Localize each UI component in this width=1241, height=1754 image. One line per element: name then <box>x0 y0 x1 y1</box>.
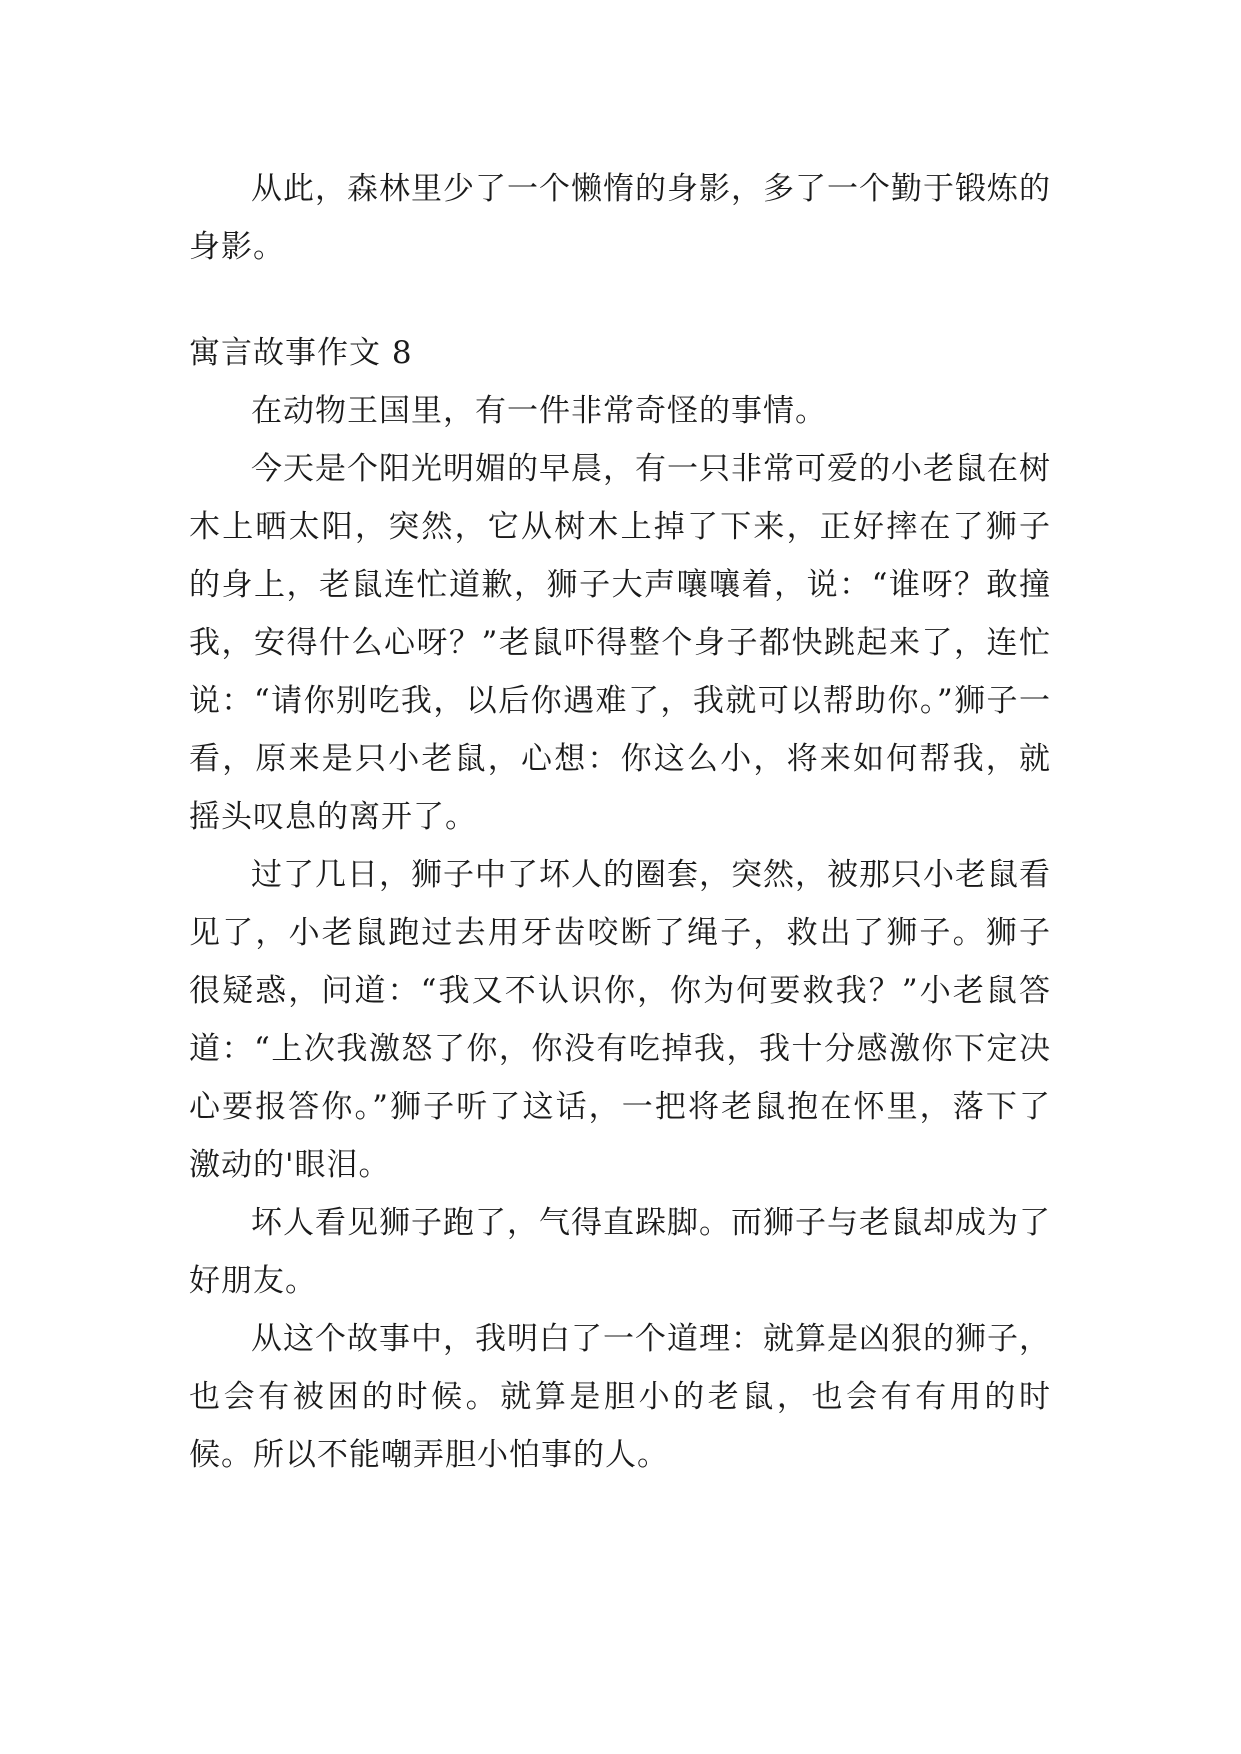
document-body <box>189 160 1051 1484</box>
paragraph-1: 在动物王国里，有一件非常奇怪的事情。 <box>251 393 827 429</box>
section-title: 寓言故事作文 8 <box>189 335 413 371</box>
paragraph-2: 今天是个阳光明媚的早晨，有一只非常可爱的小老鼠在树木上晒太阳，突然，它从树木上掉了下来，正好摔在了狮子的身上，老鼠连忙道歉，狮子大声嚷嚷着，说：“谁呀？敢撞我，安得什么心呀？”老鼠吓得整个身子都快跳起来了，连忙说：“请你别吃我，以后你遇难了，我就可以帮助你。”狮子一看，原来是只小老鼠，心想：你这么小，将来如何帮我，就摇头叹息的离开了。 <box>189 451 1051 835</box>
paragraph-5: 从这个故事中，我明白了一个道理：就算是凶狠的狮子，也会有被困的时候。就算是胆小的老鼠，也会有有用的时候。所以不能嘲弄胆小怕事的人。 <box>189 1321 1051 1473</box>
paragraph-4: 坏人看见狮子跑了，气得直跺脚。而狮子与老鼠却成为了好朋友。 <box>189 1205 1051 1299</box>
paragraph-3: 过了几日，狮子中了坏人的圈套，突然，被那只小老鼠看见了，小老鼠跑过去用牙齿咬断了绳子，救出了狮子。狮子很疑惑，问道：“我又不认识你，你为何要救我？”小老鼠答道：“上次我激怒了你，你没有吃掉我，我十分感激你下定决心要报答你。”狮子听了这话，一把将老鼠抱在怀里，落下了激动的'眼泪。 <box>189 857 1051 1183</box>
section-spacer <box>189 276 1051 324</box>
intro-paragraph: 从此，森林里少了一个懒惰的身影，多了一个勤于锻炼的身影。 <box>189 171 1051 265</box>
